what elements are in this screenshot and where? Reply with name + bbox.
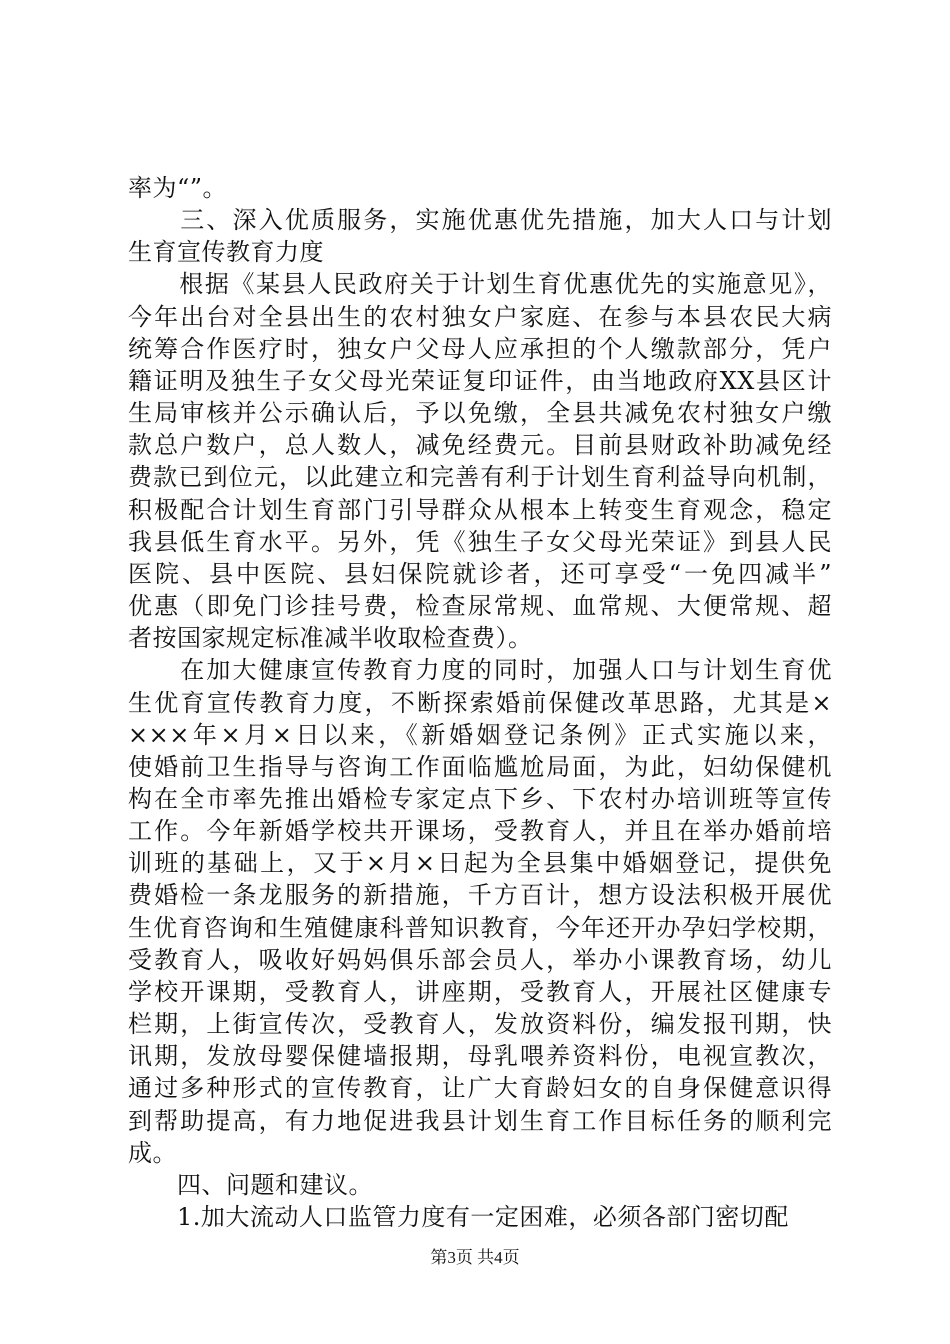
text-line: ×××年×月×日以来，《新婚姻登记条例》正式实施以来， (128, 721, 832, 749)
text-line: 今年出台对全县出生的农村独女户家庭、在参与本县农民大病 (128, 303, 832, 331)
text-line: 籍证明及独生子女父母光荣证复印证件，由当地政府XX县区计 (128, 367, 832, 395)
text-line: 统筹合作医疗时，独女户父母人应承担的个人缴款部分，凭户 (128, 335, 832, 363)
section-heading-3: 三、深入优质服务，实施优惠优先措施，加大人口与计划 (128, 206, 832, 234)
text-line: 生优育咨询和生殖健康科普知识教育，今年还开办孕妇学校期， (128, 914, 832, 942)
text-line: 根据《某县人民政府关于计划生育优惠优先的实施意见》， (128, 270, 832, 298)
text-line: 讯期，发放母婴保健墙报期，母乳喂养资料份，电视宣教次， (128, 1042, 832, 1070)
section-heading-4: 四、问题和建议。 (128, 1171, 373, 1199)
text-line: 我县低生育水平。另外，凭《独生子女父母光荣证》到县人民 (128, 528, 832, 556)
text-line: 使婚前卫生指导与咨询工作面临尴尬局面，为此，妇幼保健机 (128, 753, 832, 781)
text-line: 栏期，上街宣传次，受教育人，发放资料份，编发报刊期，快 (128, 1010, 832, 1038)
text-line: 费婚检一条龙服务的新措施，千方百计，想方设法积极开展优 (128, 881, 832, 909)
text-line: 款总户数户，总人数人，减免经费元。目前县财政补助减免经 (128, 431, 832, 459)
text-line: 成。 (128, 1139, 177, 1167)
text-line: 者按国家规定标准减半收取检查费）。 (128, 624, 533, 652)
text-line: 构在全市率先推出婚检专家定点下乡、下农村办培训班等宣传 (128, 785, 832, 813)
text-line: 通过多种形式的宣传教育，让广大育龄妇女的自身保健意识得 (128, 1074, 832, 1102)
page-number-footer: 第3页 共4页 (430, 1248, 520, 1267)
text-line: 到帮助提高，有力地促进我县计划生育工作目标任务的顺利完 (128, 1107, 832, 1135)
text-line: 学校开课期，受教育人，讲座期，受教育人，开展社区健康专 (128, 978, 832, 1006)
section-heading-3-cont: 生育宣传教育力度 (128, 238, 324, 266)
text-line: 受教育人，吸收好妈妈俱乐部会员人，举办小课教育场，幼儿 (128, 946, 832, 974)
text-line: 生局审核并公示确认后，予以免缴，全县共减免农村独女户缴 (128, 399, 832, 427)
text-line: 优惠（即免门诊挂号费，检查尿常规、血常规、大便常规、超 (128, 592, 832, 620)
text-line: 工作。今年新婚学校共开课场，受教育人，并且在举办婚前培 (128, 817, 832, 845)
text-line: 训班的基础上，又于×月×日起为全县集中婚姻登记，提供免 (128, 849, 832, 877)
text-line: 生优育宣传教育力度，不断探索婚前保健改革思路，尤其是× (128, 689, 832, 717)
text-line: 率为“”。 (128, 174, 228, 202)
text-line: 1.加大流动人口监管力度有一定困难，必须各部门密切配 (128, 1203, 789, 1231)
text-line: 医院、县中医院、县妇保院就诊者，还可享受“一免四减半” (128, 560, 832, 588)
text-line: 费款已到位元，以此建立和完善有利于计划生育利益导向机制， (128, 463, 832, 491)
text-line: 在加大健康宣传教育力度的同时，加强人口与计划生育优 (128, 656, 832, 684)
text-line: 积极配合计划生育部门引导群众从根本上转变生育观念，稳定 (128, 496, 832, 524)
